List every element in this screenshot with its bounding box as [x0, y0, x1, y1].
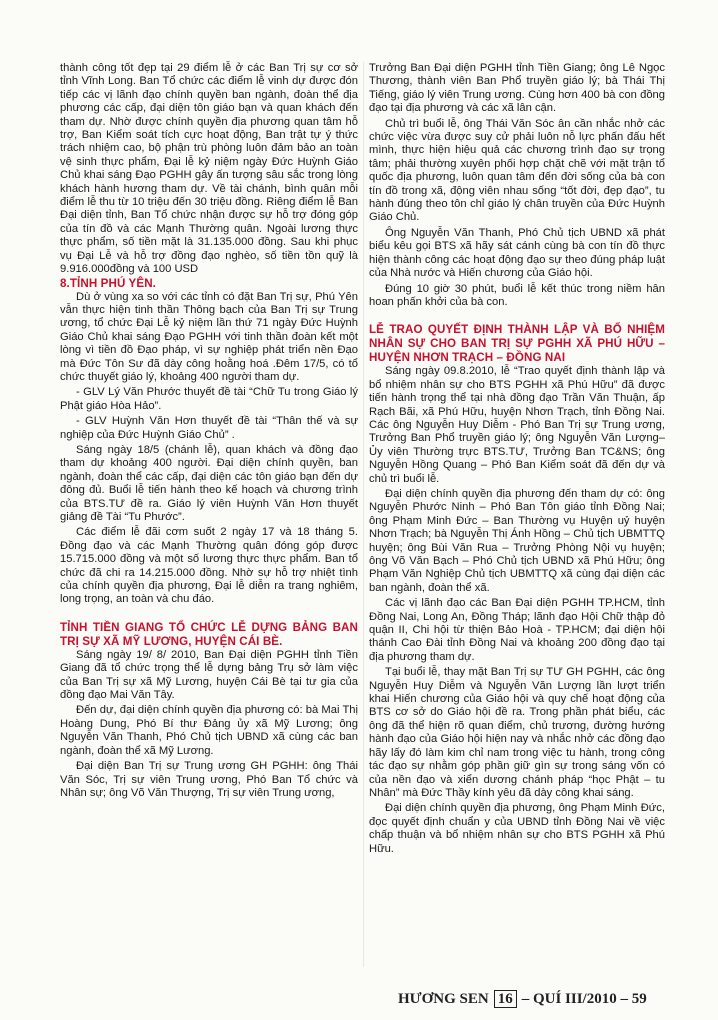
section-heading-dong-nai: LỄ TRAO QUYẾT ĐỊNH THÀNH LẬP VÀ BỔ NHIỆM NHÂN SỰ CHO BAN TRỊ SỰ PGHH XÃ PHÚ HỮU – HUYỆN NHƠN TRẠCH – ĐỒNG NAI [369, 323, 665, 365]
paragraph: - GLV Huỳnh Văn Hơn thuyết đề tài “Thân thế và sự nghiệp của Đức Huỳnh Giáo Chủ” . [60, 415, 358, 441]
paragraph: Sáng ngày 18/5 (chánh lễ), quan khách và đồng đạo tham dự khoảng 400 người. Đại diện chính quyền, ban ngành, đoàn thể các cấp, đại diện các tôn giáo bạn đến dự đông đủ. Buổi lễ tiến hành theo kế hoạch và chương trình của BTS.TƯ đề ra. Giáo lý viên Huỳnh Văn Hơn thuyết giảng đề Tài “Tu Phước”. [60, 443, 358, 523]
paragraph: Tại buổi lễ, thay mặt Ban Trị sự TƯ GH PGHH, các ông Nguyễn Huy Diễm và Nguyễn Văn Lượng lần lượt triển khai Hiến chương của Giáo hội và quy chế hoạt động của BTS cơ sở do Giáo hội đề ra. Trong phần phát biểu, các ông đã thể hiện rõ quan điểm, chủ trương, đường hướng hành đạo của Giáo hội hiện nay và nhắc nhở các đồng đạo hãy lấy đó làm kim chỉ nam trong việc tu hành, trong công tác đạo sự nhằm góp phần giữ gìn sự trong sáng vốn có của nền đạo và xiển dương chánh pháp “học Phật – tu Nhân” mà Đức Thầy kính yêu đã dày công khai sáng. [369, 666, 665, 799]
paragraph: Ông Nguyễn Văn Thanh, Phó Chủ tịch UBND xã phát biểu kêu gọi BTS xã hãy sát cánh cùng bà con tín đồ thực hiện thành công các hoạt động đạo sự theo đúng pháp luật của Nhà nước và Hiến chương của Giáo hội. [369, 226, 665, 280]
paragraph: Sáng ngày 09.8.2010, lễ “Trao quyết định thành lập và bổ nhiệm nhân sự cho BTS PGHH xã Phú Hữu” đã được tiến hành trọng thể tại nhà đồng đạo Trần Văn Thuận, ấp Rạch Bãi, xã Phú Hữu, huyện Nhơn Trạch, tỉnh Đồng Nai. Các ông Nguyễn Huy Diễm - Phó Ban Trị sự Trung ương, Trưởng Ban Phổ truyền giáo lý; ông Nguyễn Văn Lượng– Ủy viên Thường trực BTS.TƯ, Trưởng Ban TC&NS; ông Nguyễn Hồng Quang – Phó Ban Kiểm soát đã đến dự và chủ trì buổi lễ. [369, 365, 665, 485]
paragraph: Đúng 10 giờ 30 phút, buổi lễ kết thúc trong niềm hân hoan phấn khởi của bà con. [369, 282, 665, 308]
issue-and-page: – QUÍ III/2010 – 59 [521, 990, 647, 1007]
paragraph: Trưởng Ban Đại diện PGHH tỉnh Tiền Giang; ông Lê Ngọc Thương, thành viên Ban Phổ truyền giáo lý; bà Thái Thị Tiếng, giáo lý viên Trung ương. Cùng hơn 400 bà con đồng đạo tại địa phương và các xã lân cận. [369, 62, 665, 115]
paragraph: Đại diện Ban Trị sự Trung ương GH PGHH: ông Thái Văn Sóc, Trị sự viên Trung ương, Phó Ban Tổ chức và Nhân sự; ông Võ Văn Thượng, Trị sự viên Trung ương, [60, 760, 358, 799]
column-divider [363, 62, 364, 967]
paragraph: - GLV Lý Văn Phước thuyết đề tài “Chữ Tu trong Giáo lý Phật giáo Hòa Hảo”. [60, 386, 358, 412]
section-heading-tien-giang: TỈNH TIỀN GIANG TỔ CHỨC LỄ DỰNG BẢNG BAN TRỊ SỰ XÃ MỸ LƯƠNG, HUYỆN CÁI BÈ. [60, 620, 358, 648]
paragraph: Đến dự, đại diện chính quyền địa phương có: bà Mai Thị Hoàng Dung, Phó Bí thư Đảng ủy xã Mỹ Lương; ông Nguyễn Văn Thanh, Phó Chủ tịch UBND xã cùng các ban ngành, đoàn thể xã Mỹ Lương. [60, 704, 358, 757]
issue-number-box: 16 [494, 990, 517, 1008]
paragraph: Chủ trì buổi lễ, ông Thái Văn Sóc ân cần nhắc nhở các chức việc vừa được suy cử phải luôn nỗ lực phấn đấu hết mình, thực hiện hiệu quả các chương trình đạo sự trọng tâm; phải thường xuyên phối hợp chặt chẽ với mặt trận tổ quốc địa phương, luôn quan tâm đến đời sống của bà con tín đồ trong xã, động viên nhau sống “tốt đời, đẹp đạo”, tu hành đúng theo tôn chỉ giáo lý chân truyền của Đức Huỳnh Giáo Chủ. [369, 117, 665, 224]
section-heading-phu-yen: 8.TỈNH PHÚ YÊN. [60, 276, 156, 290]
magazine-name: HƯƠNG SEN [398, 990, 489, 1007]
paragraph: Đại diện chính quyền địa phương, ông Phạm Minh Đức, đọc quyết định chuẩn y của UBND tỉnh Đồng Nai về việc chấp thuận và bổ nhiệm nhân sự cho BTS PGHH xã Phú Hữu. [369, 802, 665, 855]
paragraph: Sáng ngày 19/ 8/ 2010, Ban Đại diện PGHH tỉnh Tiền Giang đã tổ chức trọng thể lễ dựng bảng Trụ sở làm việc của Ban Trị sự xã Mỹ Lương, huyện Cái Bè tại tư gia của đồng đạo Mai Văn Tây. [60, 648, 358, 702]
paragraph: Dù ở vùng xa so với các tỉnh có đặt Ban Trị sự, Phú Yên vẫn thực hiện tinh thần Thông bạch của Ban Trị sự Trung ương, tổ chức Đại Lễ kỷ niệm lần thứ 71 ngày Đức Huỳnh Giáo Chủ khai sáng Đạo PGHH với tinh thần đoàn kết một lòng vì tiền đồ Đạo pháp, vì sự nghiệp phát triển nền Đạo mà Đức Tôn Sư đã dày công hoằng hoá .Đêm 17/5, có tổ chức thuyết giáo lý, khoảng 400 người tham dự. [60, 290, 358, 383]
paragraph: Đại diện chính quyền địa phương đến tham dự có: ông Nguyễn Phước Ninh – Phó Ban Tôn giáo tỉnh Đồng Nai; ông Phạm Minh Đức – Ban Thường vụ Huyện uỷ huyện Nhơn Trạch; bà Nguyễn Thị Ánh Hồng – Chủ tịch UBMTTQ huyện; ông Bùi Văn Rua – Trưởng Phòng Nội vụ huyện; ông Võ Văn Bạch – Phó Chủ tịch UBND xã Phú Hữu; ông Phạm Văn Nghiệp Chủ tịch UBMTTQ xã cùng đại diện các ban ngành, đoàn thể xã. [369, 487, 665, 594]
paragraph: Các điểm lễ đãi cơm suốt 2 ngày 17 và 18 tháng 5. Đồng đạo và các Mạnh Thường quân đóng góp được 15.715.000 đồng và một số lương thực thực phẩm. Ban tổ chức đã chi ra 14.215.000 đồng. Nhờ sự hỗ trợ nhiệt tình của chính quyền địa phương, Đại lễ diễn ra trang nghiêm, long trọng, an toàn và chu đáo. [60, 526, 358, 606]
page-footer [398, 990, 668, 1008]
paragraph: Các vị lãnh đạo các Ban Đại diện PGHH TP.HCM, tỉnh Đồng Nai, Long An, Đồng Tháp; lãnh đạo Hội Chữ thập đỏ quận II, Chi hội từ thiện Bảo Hoà - TP.HCM; đại diện hội thánh Cao Đài tỉnh Đồng Nai và khoảng 200 đồng đạo tại địa phương tham dự. [369, 597, 665, 663]
left-column [60, 62, 358, 800]
paragraph: thành công tốt đẹp tại 29 điểm lễ ở các Ban Trị sự cơ sở tỉnh Vĩnh Long. Ban Tổ chức các điểm lễ vinh dự được đón tiếp các vị lãnh đạo chính quyền ban ngành, đoàn thể địa phương các cấp, đại diện tôn giáo bạn và quan khách đến tham dự. Nhờ được chính quyền địa phương quan tâm hỗ trợ, Ban Kiểm soát tích cực hoạt động, Ban trật tự ý thức trách nhiệm cao, bộ phận trù phòng luôn đảm bảo an toàn vệ sinh thực phẩm, Đại lễ kỷ niệm ngày Đức Huỳnh Giáo Chủ khai sáng Đạo PGHH gây ấn tượng sâu sắc trong lòng khách hành hương tham dự. Về tài chánh, bình quân mỗi điểm lễ thu từ 10 triệu đến 30 triệu đồng. Riêng điểm lễ Ban Đại diện tỉnh, Ban Tổ chức nhận được sự hỗ trợ đóng góp của tín đồ và các Mạnh Thường quân. Ngoài lương thực thực phẩm, số tiền mặt là 31.135.000 đồng. Sau khi phục vụ Đại Lễ và hỗ trợ đồng đạo nghèo, số tiền tồn quỹ là 9.916.000đồng và 100 USD [60, 62, 358, 276]
right-column [369, 62, 665, 856]
